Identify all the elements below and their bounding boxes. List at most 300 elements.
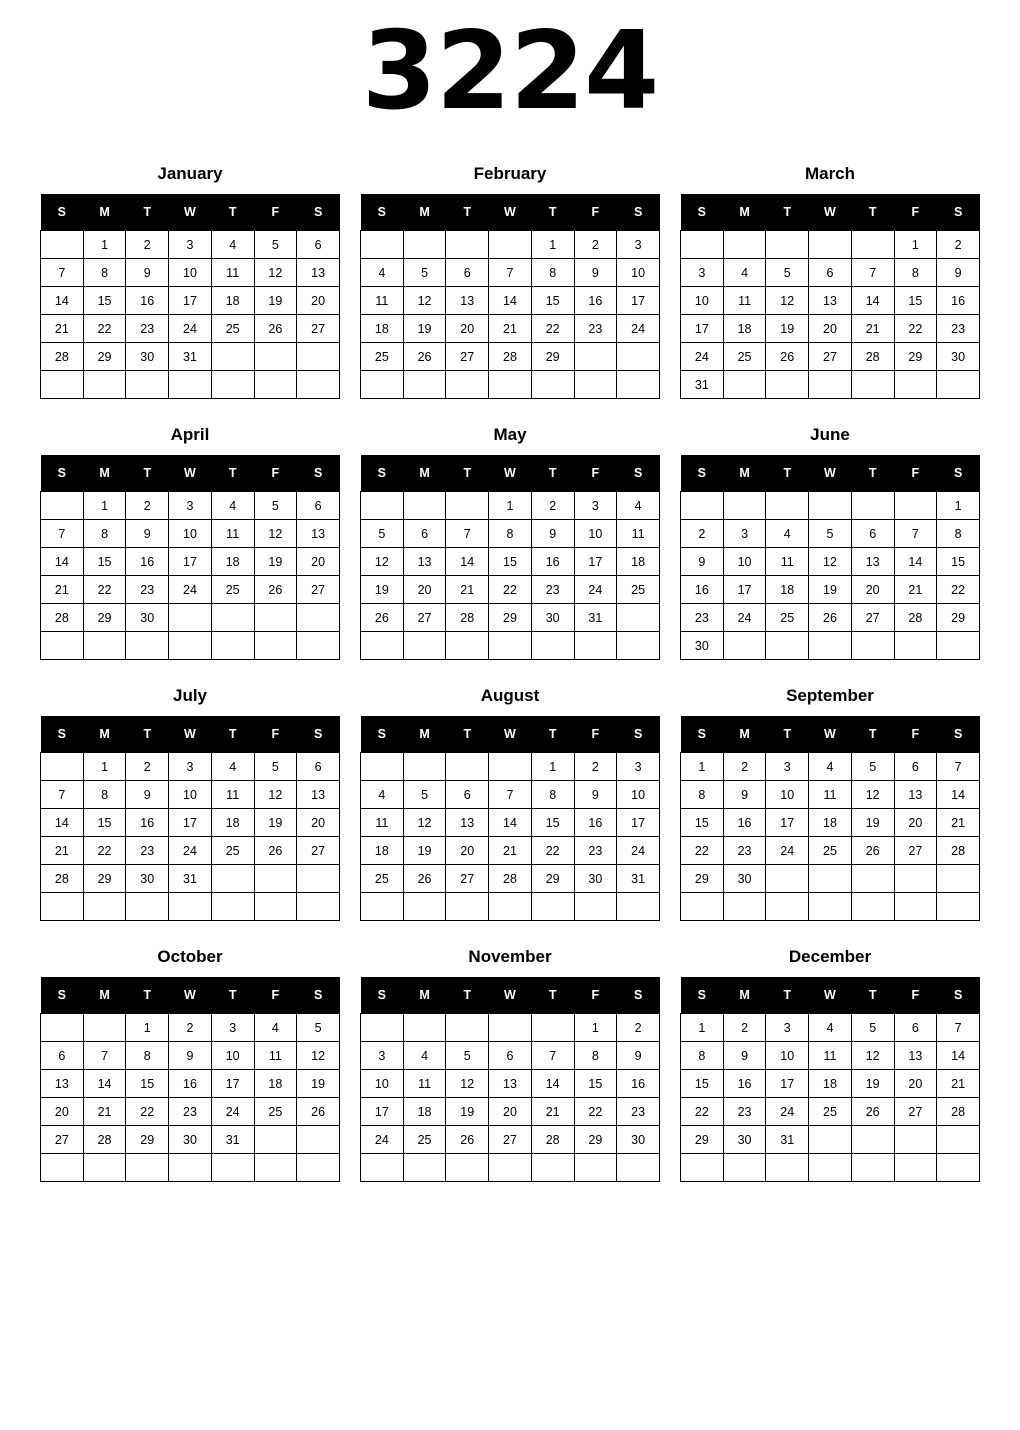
day-cell[interactable]: 21	[446, 576, 489, 604]
day-cell[interactable]: 24	[617, 315, 660, 343]
day-cell[interactable]: 1	[83, 492, 126, 520]
day-cell[interactable]: 21	[937, 1070, 980, 1098]
day-cell[interactable]: 2	[617, 1014, 660, 1042]
day-cell[interactable]: 11	[403, 1070, 446, 1098]
day-cell[interactable]: 26	[403, 865, 446, 893]
day-cell[interactable]: 3	[169, 753, 212, 781]
day-cell[interactable]: 30	[617, 1126, 660, 1154]
day-cell[interactable]: 23	[574, 315, 617, 343]
day-cell[interactable]: 9	[126, 781, 169, 809]
day-cell[interactable]: 2	[531, 492, 574, 520]
day-cell[interactable]: 8	[681, 781, 724, 809]
day-cell[interactable]: 14	[489, 809, 532, 837]
day-cell[interactable]: 13	[851, 548, 894, 576]
day-cell[interactable]: 26	[403, 343, 446, 371]
day-cell[interactable]: 14	[83, 1070, 126, 1098]
day-cell[interactable]: 20	[489, 1098, 532, 1126]
day-cell[interactable]: 13	[297, 520, 340, 548]
day-cell[interactable]: 3	[211, 1014, 254, 1042]
day-cell[interactable]: 19	[254, 287, 297, 315]
day-cell[interactable]: 10	[766, 781, 809, 809]
day-cell[interactable]: 26	[297, 1098, 340, 1126]
day-cell[interactable]: 15	[126, 1070, 169, 1098]
day-cell[interactable]: 19	[254, 809, 297, 837]
day-cell[interactable]: 23	[723, 837, 766, 865]
day-cell[interactable]: 19	[403, 837, 446, 865]
day-cell[interactable]: 16	[723, 809, 766, 837]
day-cell[interactable]: 1	[83, 753, 126, 781]
day-cell[interactable]: 24	[169, 315, 212, 343]
day-cell[interactable]: 24	[723, 604, 766, 632]
day-cell[interactable]: 15	[681, 809, 724, 837]
day-cell[interactable]: 13	[446, 287, 489, 315]
day-cell[interactable]: 27	[297, 837, 340, 865]
day-cell[interactable]: 15	[681, 1070, 724, 1098]
day-cell[interactable]: 8	[894, 259, 937, 287]
day-cell[interactable]: 24	[169, 837, 212, 865]
day-cell[interactable]: 9	[617, 1042, 660, 1070]
day-cell[interactable]: 24	[766, 837, 809, 865]
day-cell[interactable]: 9	[681, 548, 724, 576]
day-cell[interactable]: 15	[531, 287, 574, 315]
day-cell[interactable]: 3	[169, 492, 212, 520]
day-cell[interactable]: 5	[403, 781, 446, 809]
day-cell[interactable]: 20	[446, 315, 489, 343]
day-cell[interactable]: 1	[681, 1014, 724, 1042]
day-cell[interactable]: 5	[254, 231, 297, 259]
day-cell[interactable]: 24	[361, 1126, 404, 1154]
day-cell[interactable]: 20	[41, 1098, 84, 1126]
day-cell[interactable]: 14	[41, 548, 84, 576]
day-cell[interactable]: 7	[937, 1014, 980, 1042]
day-cell[interactable]: 3	[766, 1014, 809, 1042]
day-cell[interactable]: 16	[937, 287, 980, 315]
day-cell[interactable]: 8	[126, 1042, 169, 1070]
day-cell[interactable]: 22	[531, 315, 574, 343]
day-cell[interactable]: 6	[894, 1014, 937, 1042]
day-cell[interactable]: 20	[403, 576, 446, 604]
day-cell[interactable]: 5	[809, 520, 852, 548]
day-cell[interactable]: 10	[766, 1042, 809, 1070]
day-cell[interactable]: 17	[169, 548, 212, 576]
day-cell[interactable]: 31	[169, 343, 212, 371]
day-cell[interactable]: 24	[574, 576, 617, 604]
day-cell[interactable]: 8	[83, 520, 126, 548]
day-cell[interactable]: 3	[169, 231, 212, 259]
day-cell[interactable]: 27	[403, 604, 446, 632]
day-cell[interactable]: 2	[126, 231, 169, 259]
day-cell[interactable]: 13	[894, 781, 937, 809]
day-cell[interactable]: 20	[446, 837, 489, 865]
day-cell[interactable]: 21	[41, 315, 84, 343]
day-cell[interactable]: 25	[211, 315, 254, 343]
day-cell[interactable]: 1	[83, 231, 126, 259]
day-cell[interactable]: 18	[617, 548, 660, 576]
day-cell[interactable]: 6	[446, 781, 489, 809]
day-cell[interactable]: 25	[361, 343, 404, 371]
day-cell[interactable]: 30	[681, 632, 724, 660]
day-cell[interactable]: 29	[83, 343, 126, 371]
day-cell[interactable]: 30	[531, 604, 574, 632]
day-cell[interactable]: 5	[446, 1042, 489, 1070]
day-cell[interactable]: 7	[41, 259, 84, 287]
day-cell[interactable]: 27	[894, 837, 937, 865]
day-cell[interactable]: 29	[894, 343, 937, 371]
day-cell[interactable]: 26	[254, 837, 297, 865]
day-cell[interactable]: 18	[254, 1070, 297, 1098]
day-cell[interactable]: 22	[681, 1098, 724, 1126]
day-cell[interactable]: 18	[361, 315, 404, 343]
day-cell[interactable]: 10	[169, 259, 212, 287]
day-cell[interactable]: 11	[211, 781, 254, 809]
day-cell[interactable]: 19	[766, 315, 809, 343]
day-cell[interactable]: 17	[169, 287, 212, 315]
day-cell[interactable]: 9	[723, 781, 766, 809]
day-cell[interactable]: 10	[169, 520, 212, 548]
day-cell[interactable]: 23	[937, 315, 980, 343]
day-cell[interactable]: 27	[851, 604, 894, 632]
day-cell[interactable]: 16	[617, 1070, 660, 1098]
day-cell[interactable]: 29	[531, 865, 574, 893]
day-cell[interactable]: 30	[169, 1126, 212, 1154]
day-cell[interactable]: 19	[446, 1098, 489, 1126]
day-cell[interactable]: 23	[126, 837, 169, 865]
day-cell[interactable]: 4	[211, 231, 254, 259]
day-cell[interactable]: 28	[489, 343, 532, 371]
day-cell[interactable]: 24	[766, 1098, 809, 1126]
day-cell[interactable]: 16	[169, 1070, 212, 1098]
day-cell[interactable]: 24	[617, 837, 660, 865]
day-cell[interactable]: 19	[809, 576, 852, 604]
day-cell[interactable]: 14	[937, 1042, 980, 1070]
day-cell[interactable]: 2	[169, 1014, 212, 1042]
day-cell[interactable]: 2	[723, 1014, 766, 1042]
day-cell[interactable]: 22	[126, 1098, 169, 1126]
day-cell[interactable]: 10	[574, 520, 617, 548]
day-cell[interactable]: 21	[894, 576, 937, 604]
day-cell[interactable]: 3	[766, 753, 809, 781]
day-cell[interactable]: 1	[489, 492, 532, 520]
day-cell[interactable]: 16	[574, 809, 617, 837]
day-cell[interactable]: 20	[851, 576, 894, 604]
day-cell[interactable]: 15	[531, 809, 574, 837]
day-cell[interactable]: 3	[681, 259, 724, 287]
day-cell[interactable]: 13	[297, 259, 340, 287]
day-cell[interactable]: 20	[809, 315, 852, 343]
day-cell[interactable]: 25	[809, 1098, 852, 1126]
day-cell[interactable]: 5	[851, 753, 894, 781]
day-cell[interactable]: 12	[403, 809, 446, 837]
day-cell[interactable]: 19	[851, 1070, 894, 1098]
day-cell[interactable]: 6	[489, 1042, 532, 1070]
day-cell[interactable]: 25	[403, 1126, 446, 1154]
day-cell[interactable]: 18	[723, 315, 766, 343]
day-cell[interactable]: 12	[254, 781, 297, 809]
day-cell[interactable]: 4	[617, 492, 660, 520]
day-cell[interactable]: 8	[574, 1042, 617, 1070]
day-cell[interactable]: 12	[254, 520, 297, 548]
day-cell[interactable]: 20	[894, 809, 937, 837]
day-cell[interactable]: 28	[41, 343, 84, 371]
day-cell[interactable]: 11	[723, 287, 766, 315]
day-cell[interactable]: 5	[403, 259, 446, 287]
day-cell[interactable]: 28	[937, 837, 980, 865]
day-cell[interactable]: 12	[297, 1042, 340, 1070]
day-cell[interactable]: 9	[531, 520, 574, 548]
day-cell[interactable]: 6	[851, 520, 894, 548]
day-cell[interactable]: 9	[126, 259, 169, 287]
day-cell[interactable]: 1	[531, 231, 574, 259]
day-cell[interactable]: 4	[809, 1014, 852, 1042]
day-cell[interactable]: 26	[809, 604, 852, 632]
day-cell[interactable]: 17	[617, 287, 660, 315]
day-cell[interactable]: 23	[126, 315, 169, 343]
day-cell[interactable]: 13	[446, 809, 489, 837]
day-cell[interactable]: 25	[361, 865, 404, 893]
day-cell[interactable]: 11	[254, 1042, 297, 1070]
day-cell[interactable]: 22	[894, 315, 937, 343]
day-cell[interactable]: 27	[446, 865, 489, 893]
day-cell[interactable]: 12	[766, 287, 809, 315]
day-cell[interactable]: 21	[489, 837, 532, 865]
day-cell[interactable]: 31	[169, 865, 212, 893]
day-cell[interactable]: 10	[617, 781, 660, 809]
day-cell[interactable]: 20	[297, 548, 340, 576]
day-cell[interactable]: 14	[446, 548, 489, 576]
day-cell[interactable]: 7	[894, 520, 937, 548]
day-cell[interactable]: 18	[766, 576, 809, 604]
day-cell[interactable]: 27	[297, 576, 340, 604]
day-cell[interactable]: 29	[681, 1126, 724, 1154]
day-cell[interactable]: 4	[211, 492, 254, 520]
day-cell[interactable]: 22	[531, 837, 574, 865]
day-cell[interactable]: 27	[446, 343, 489, 371]
day-cell[interactable]: 26	[254, 576, 297, 604]
day-cell[interactable]: 18	[403, 1098, 446, 1126]
day-cell[interactable]: 2	[937, 231, 980, 259]
day-cell[interactable]: 26	[254, 315, 297, 343]
day-cell[interactable]: 23	[169, 1098, 212, 1126]
day-cell[interactable]: 14	[851, 287, 894, 315]
day-cell[interactable]: 4	[361, 781, 404, 809]
day-cell[interactable]: 28	[851, 343, 894, 371]
day-cell[interactable]: 4	[809, 753, 852, 781]
day-cell[interactable]: 26	[766, 343, 809, 371]
day-cell[interactable]: 11	[617, 520, 660, 548]
day-cell[interactable]: 6	[297, 231, 340, 259]
day-cell[interactable]: 20	[297, 287, 340, 315]
day-cell[interactable]: 1	[126, 1014, 169, 1042]
day-cell[interactable]: 11	[211, 259, 254, 287]
day-cell[interactable]: 27	[489, 1126, 532, 1154]
day-cell[interactable]: 12	[254, 259, 297, 287]
day-cell[interactable]: 8	[681, 1042, 724, 1070]
day-cell[interactable]: 17	[723, 576, 766, 604]
day-cell[interactable]: 11	[361, 287, 404, 315]
day-cell[interactable]: 12	[446, 1070, 489, 1098]
day-cell[interactable]: 27	[297, 315, 340, 343]
day-cell[interactable]: 7	[83, 1042, 126, 1070]
day-cell[interactable]: 21	[41, 576, 84, 604]
day-cell[interactable]: 30	[574, 865, 617, 893]
day-cell[interactable]: 31	[574, 604, 617, 632]
day-cell[interactable]: 10	[617, 259, 660, 287]
day-cell[interactable]: 15	[894, 287, 937, 315]
day-cell[interactable]: 2	[681, 520, 724, 548]
day-cell[interactable]: 16	[126, 287, 169, 315]
day-cell[interactable]: 16	[681, 576, 724, 604]
day-cell[interactable]: 18	[361, 837, 404, 865]
day-cell[interactable]: 12	[361, 548, 404, 576]
day-cell[interactable]: 26	[361, 604, 404, 632]
day-cell[interactable]: 29	[489, 604, 532, 632]
day-cell[interactable]: 16	[531, 548, 574, 576]
day-cell[interactable]: 22	[681, 837, 724, 865]
day-cell[interactable]: 18	[809, 809, 852, 837]
day-cell[interactable]: 6	[297, 492, 340, 520]
day-cell[interactable]: 25	[809, 837, 852, 865]
day-cell[interactable]: 1	[574, 1014, 617, 1042]
day-cell[interactable]: 3	[617, 753, 660, 781]
day-cell[interactable]: 10	[723, 548, 766, 576]
day-cell[interactable]: 30	[723, 865, 766, 893]
day-cell[interactable]: 14	[41, 809, 84, 837]
day-cell[interactable]: 13	[489, 1070, 532, 1098]
day-cell[interactable]: 30	[723, 1126, 766, 1154]
day-cell[interactable]: 23	[126, 576, 169, 604]
day-cell[interactable]: 19	[254, 548, 297, 576]
day-cell[interactable]: 5	[297, 1014, 340, 1042]
day-cell[interactable]: 26	[851, 1098, 894, 1126]
day-cell[interactable]: 28	[83, 1126, 126, 1154]
day-cell[interactable]: 30	[126, 343, 169, 371]
day-cell[interactable]: 19	[361, 576, 404, 604]
day-cell[interactable]: 29	[83, 865, 126, 893]
day-cell[interactable]: 24	[169, 576, 212, 604]
day-cell[interactable]: 13	[41, 1070, 84, 1098]
day-cell[interactable]: 8	[531, 781, 574, 809]
day-cell[interactable]: 7	[937, 753, 980, 781]
day-cell[interactable]: 7	[531, 1042, 574, 1070]
day-cell[interactable]: 10	[681, 287, 724, 315]
day-cell[interactable]: 28	[894, 604, 937, 632]
day-cell[interactable]: 2	[126, 753, 169, 781]
day-cell[interactable]: 27	[894, 1098, 937, 1126]
day-cell[interactable]: 8	[937, 520, 980, 548]
day-cell[interactable]: 15	[574, 1070, 617, 1098]
day-cell[interactable]: 25	[617, 576, 660, 604]
day-cell[interactable]: 25	[211, 576, 254, 604]
day-cell[interactable]: 1	[937, 492, 980, 520]
day-cell[interactable]: 3	[574, 492, 617, 520]
day-cell[interactable]: 13	[403, 548, 446, 576]
day-cell[interactable]: 25	[254, 1098, 297, 1126]
day-cell[interactable]: 21	[41, 837, 84, 865]
day-cell[interactable]: 21	[937, 809, 980, 837]
day-cell[interactable]: 13	[297, 781, 340, 809]
day-cell[interactable]: 29	[937, 604, 980, 632]
day-cell[interactable]: 9	[126, 520, 169, 548]
day-cell[interactable]: 25	[766, 604, 809, 632]
day-cell[interactable]: 22	[83, 837, 126, 865]
day-cell[interactable]: 23	[681, 604, 724, 632]
day-cell[interactable]: 28	[531, 1126, 574, 1154]
day-cell[interactable]: 5	[254, 753, 297, 781]
day-cell[interactable]: 21	[531, 1098, 574, 1126]
day-cell[interactable]: 26	[851, 837, 894, 865]
day-cell[interactable]: 28	[41, 865, 84, 893]
day-cell[interactable]: 10	[361, 1070, 404, 1098]
day-cell[interactable]: 20	[894, 1070, 937, 1098]
day-cell[interactable]: 13	[809, 287, 852, 315]
day-cell[interactable]: 23	[574, 837, 617, 865]
day-cell[interactable]: 22	[574, 1098, 617, 1126]
day-cell[interactable]: 14	[531, 1070, 574, 1098]
day-cell[interactable]: 5	[361, 520, 404, 548]
day-cell[interactable]: 9	[723, 1042, 766, 1070]
day-cell[interactable]: 3	[617, 231, 660, 259]
day-cell[interactable]: 21	[83, 1098, 126, 1126]
day-cell[interactable]: 11	[809, 1042, 852, 1070]
day-cell[interactable]: 9	[574, 781, 617, 809]
day-cell[interactable]: 17	[681, 315, 724, 343]
day-cell[interactable]: 22	[83, 315, 126, 343]
day-cell[interactable]: 6	[894, 753, 937, 781]
day-cell[interactable]: 29	[126, 1126, 169, 1154]
day-cell[interactable]: 1	[681, 753, 724, 781]
day-cell[interactable]: 12	[403, 287, 446, 315]
day-cell[interactable]: 25	[211, 837, 254, 865]
day-cell[interactable]: 15	[489, 548, 532, 576]
day-cell[interactable]: 28	[41, 604, 84, 632]
day-cell[interactable]: 30	[126, 865, 169, 893]
day-cell[interactable]: 31	[211, 1126, 254, 1154]
day-cell[interactable]: 6	[403, 520, 446, 548]
day-cell[interactable]: 7	[489, 781, 532, 809]
day-cell[interactable]: 9	[574, 259, 617, 287]
day-cell[interactable]: 15	[83, 809, 126, 837]
day-cell[interactable]: 17	[766, 809, 809, 837]
day-cell[interactable]: 11	[766, 548, 809, 576]
day-cell[interactable]: 6	[809, 259, 852, 287]
day-cell[interactable]: 17	[211, 1070, 254, 1098]
day-cell[interactable]: 6	[297, 753, 340, 781]
day-cell[interactable]: 10	[169, 781, 212, 809]
day-cell[interactable]: 3	[723, 520, 766, 548]
day-cell[interactable]: 23	[617, 1098, 660, 1126]
day-cell[interactable]: 22	[489, 576, 532, 604]
day-cell[interactable]: 24	[681, 343, 724, 371]
day-cell[interactable]: 26	[446, 1126, 489, 1154]
day-cell[interactable]: 29	[531, 343, 574, 371]
day-cell[interactable]: 17	[617, 809, 660, 837]
day-cell[interactable]: 4	[254, 1014, 297, 1042]
day-cell[interactable]: 5	[766, 259, 809, 287]
day-cell[interactable]: 2	[574, 753, 617, 781]
day-cell[interactable]: 4	[723, 259, 766, 287]
day-cell[interactable]: 27	[809, 343, 852, 371]
day-cell[interactable]: 23	[723, 1098, 766, 1126]
day-cell[interactable]: 1	[894, 231, 937, 259]
day-cell[interactable]: 4	[403, 1042, 446, 1070]
day-cell[interactable]: 19	[851, 809, 894, 837]
day-cell[interactable]: 7	[41, 781, 84, 809]
day-cell[interactable]: 28	[489, 865, 532, 893]
day-cell[interactable]: 13	[894, 1042, 937, 1070]
day-cell[interactable]: 2	[723, 753, 766, 781]
day-cell[interactable]: 14	[937, 781, 980, 809]
day-cell[interactable]: 11	[361, 809, 404, 837]
